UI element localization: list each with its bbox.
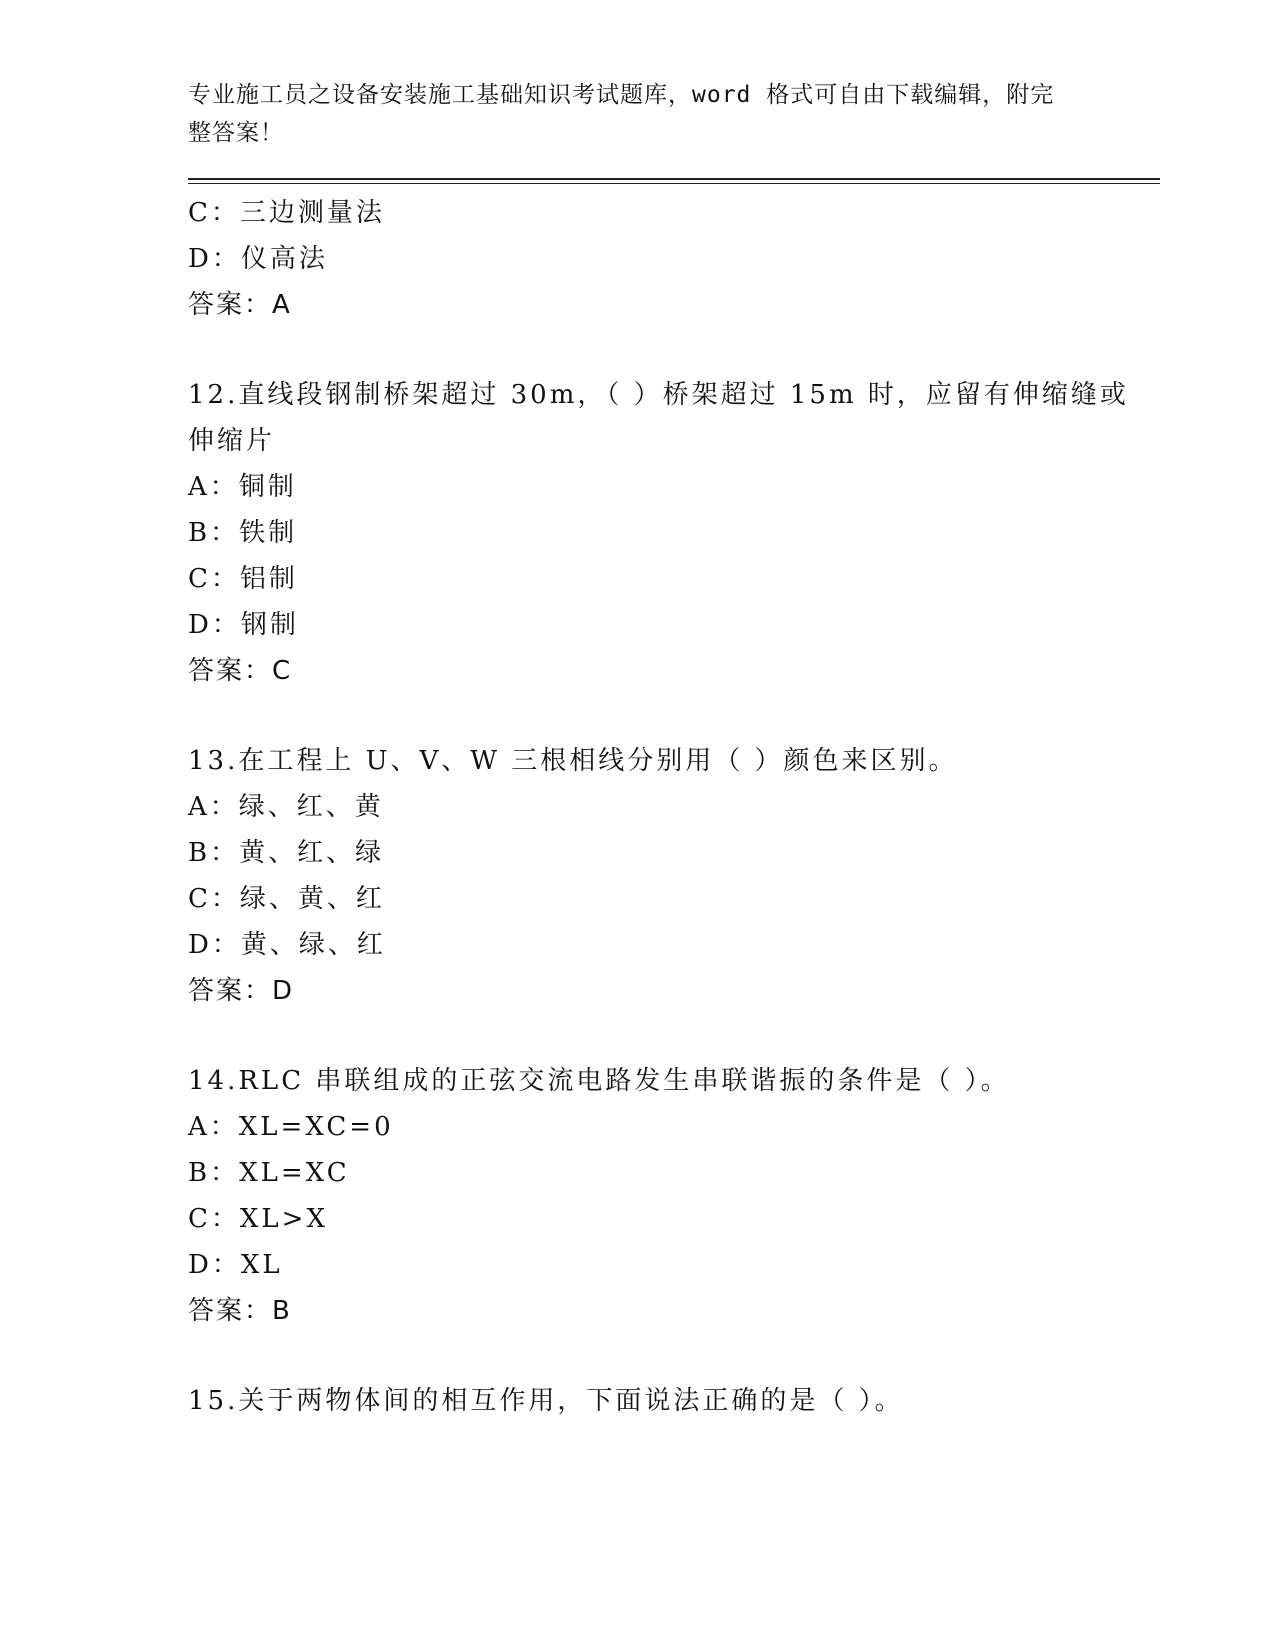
- option-c: C：铝制: [188, 564, 298, 594]
- question-block-15: [188, 1378, 1088, 1424]
- option-d: D：黄、绿、红: [188, 930, 386, 960]
- option-c: C：绿、黄、红: [188, 884, 385, 914]
- question-text: 14.RLC 串联组成的正弦交流电路发生串联谐振的条件是（ ）。: [188, 1066, 1010, 1096]
- question-block-13: [188, 738, 1088, 1014]
- option-b: B：黄、红、绿: [188, 838, 385, 868]
- spacer: [188, 1014, 1088, 1058]
- answer-line: 答案：A: [188, 290, 292, 320]
- option-d: D：钢制: [188, 610, 299, 640]
- question-text-line-1: 12.直线段钢制桥架超过 30m，（ ）桥架超过 15m 时，应留有伸缩缝或: [188, 380, 1129, 410]
- spacer: [188, 1334, 1088, 1378]
- option-c: C：三边测量法: [188, 198, 385, 228]
- header-line-2: 整答案！: [188, 120, 284, 146]
- question-block-12: [188, 372, 1129, 694]
- option-a: A：绿、红、黄: [188, 792, 384, 822]
- header-divider-thick: [188, 178, 1160, 180]
- option-d: D：仪高法: [188, 244, 328, 274]
- document-header: [188, 76, 1068, 152]
- answer-line: 答案：C: [188, 656, 293, 686]
- answer-line: 答案：B: [188, 1296, 292, 1326]
- spacer: [188, 328, 1088, 372]
- spacer: [188, 694, 1088, 738]
- option-d: D：XL: [188, 1250, 283, 1280]
- answer-line: 答案：D: [188, 976, 295, 1006]
- option-a: A：铜制: [188, 472, 297, 502]
- question-text: 13.在工程上 U、V、W 三根相线分别用（ ）颜色来区别。: [188, 746, 958, 776]
- option-b: B：XL=XC: [188, 1158, 350, 1188]
- option-a: A：XL=XC=0: [188, 1112, 394, 1142]
- question-block-11: [188, 190, 1088, 328]
- question-list: [188, 190, 1129, 1424]
- header-divider-thin: [188, 183, 1160, 184]
- question-block-14: [188, 1058, 1088, 1334]
- option-c: C：XL>X: [188, 1204, 328, 1234]
- question-text-line-2: 伸缩片: [188, 426, 276, 456]
- option-b: B：铁制: [188, 518, 298, 548]
- question-text: 15.关于两物体间的相互作用，下面说法正确的是（ ）。: [188, 1386, 904, 1416]
- header-line-1: 专业施工员之设备安装施工基础知识考试题库，word 格式可自由下载编辑，附完: [188, 82, 1055, 108]
